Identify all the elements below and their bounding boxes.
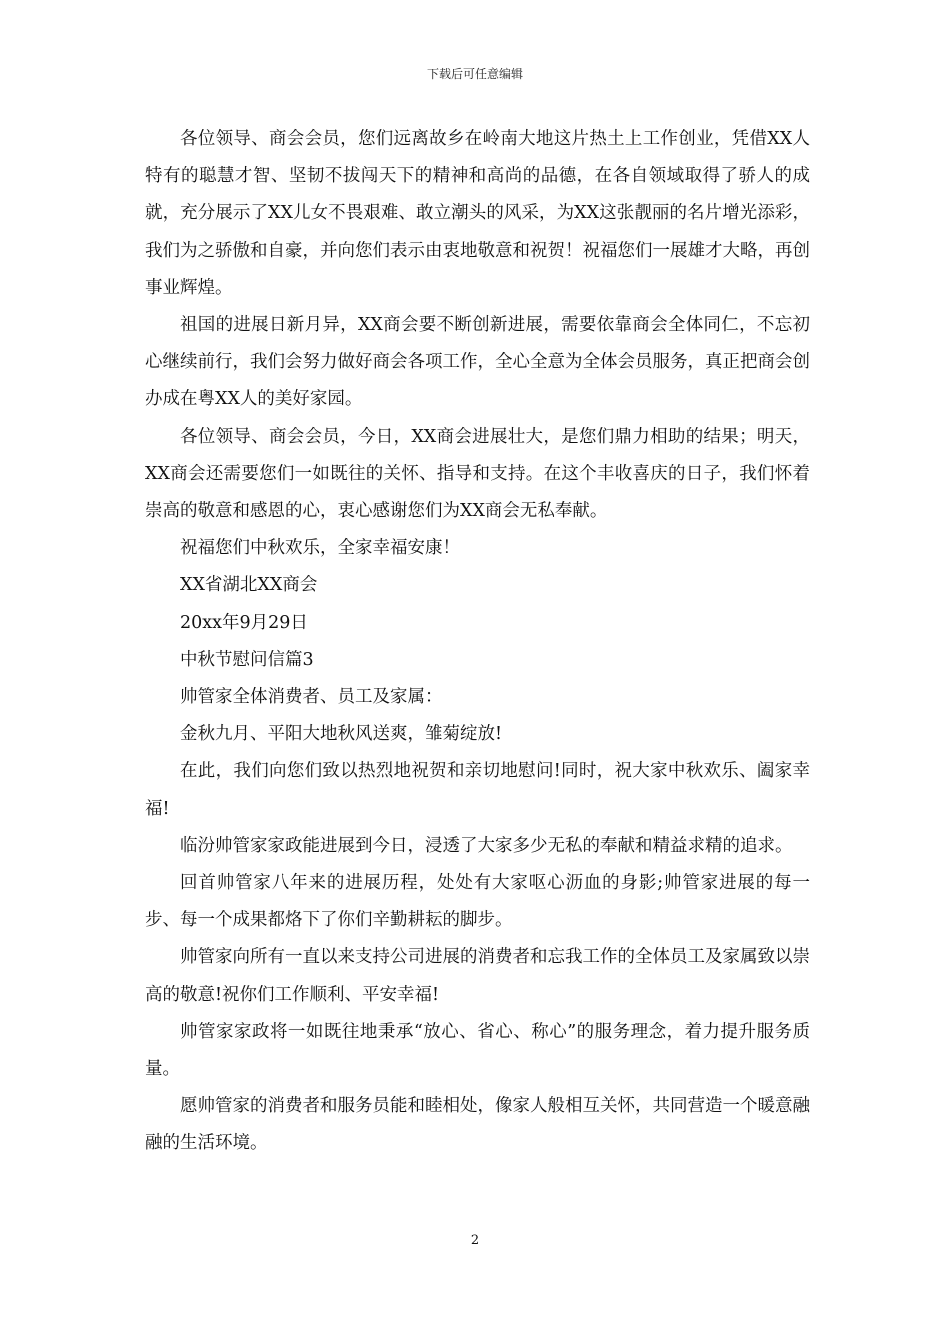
paragraph-wish: 愿帅管家的消费者和服务员能和睦相处，像家人般相互关怀，共同营造一个暖意融融的生活环境。 xyxy=(145,1096,810,1154)
paragraph-respect: 帅管家向所有一直以来支持公司进展的消费者和忘我工作的全体员工及家属致以崇高的敬意!祝你们工作顺利、平安幸福! xyxy=(145,947,810,1005)
paragraph-history: 回首帅管家八年来的进展历程，处处有大家呕心沥血的身影;帅管家进展的每一步、每一个成果都烙下了你们辛勤耕耘的脚步。 xyxy=(145,873,810,931)
section-title: 中秋节慰问信篇3 xyxy=(180,649,314,670)
paragraph-service-philosophy: 帅管家家政将一如既往地秉承“放心、省心、称心”的服务理念，着力提升服务质量。 xyxy=(145,1021,810,1080)
page-number: 2 xyxy=(470,1233,480,1248)
paragraph-development: 祖国的进展日新月异，XX商会要不断创新进展，需要依靠商会全体同仁，不忘初心继续前行，我们会努力做好商会各项工作，全心全意为全体会员服务，真正把商会创办成在粤XX人的美好家园。 xyxy=(145,315,810,410)
signature-organization: XX省湖北XX商会 xyxy=(180,575,318,596)
paragraph-thanks: 各位领导、商会会员，今日，XX商会进展壮大，是您们鼎力相助的结果；明天，XX商会还需要您们一如既往的关怀、指导和支持。在这个丰收喜庆的日子，我们怀着崇高的敬意和感恩的心，衷心感谢您们为XX商会无私奉献。 xyxy=(145,426,810,522)
paragraph-greeting-members: 各位领导、商会会员，您们远离故乡在岭南大地这片热土上工作创业，凭借XX人特有的聪慧才智、坚韧不拔闯天下的精神和高尚的品德，在各自领域取得了骄人的成就，充分展示了XX儿女不畏艰难、敢立潮头的风采，为XX这张靓丽的名片增光添彩，我们为之骄傲和自豪，并向您们表示由衷地敬意和祝贺！祝福您们一展雄才大略，再创事业辉煌。 xyxy=(145,129,810,298)
salutation: 帅管家全体消费者、员工及家属： xyxy=(180,687,443,708)
paragraph-congratulations: 在此，我们向您们致以热烈地祝贺和亲切地慰问!同时，祝大家中秋欢乐、阖家幸福! xyxy=(145,761,810,819)
page-header-note: 下载后可任意编辑 xyxy=(426,67,523,81)
paragraph-dedication: 临汾帅管家家政能进展到今日，浸透了大家多少无私的奉献和精益求精的追求。 xyxy=(180,835,793,856)
paragraph-autumn: 金秋九月、平阳大地秋风送爽，雏菊绽放! xyxy=(180,724,503,745)
signature-date: 20xx年9月29日 xyxy=(180,612,308,633)
document-body xyxy=(145,121,810,1163)
paragraph-blessing: 祝福您们中秋欢乐，全家幸福安康！ xyxy=(180,538,460,559)
